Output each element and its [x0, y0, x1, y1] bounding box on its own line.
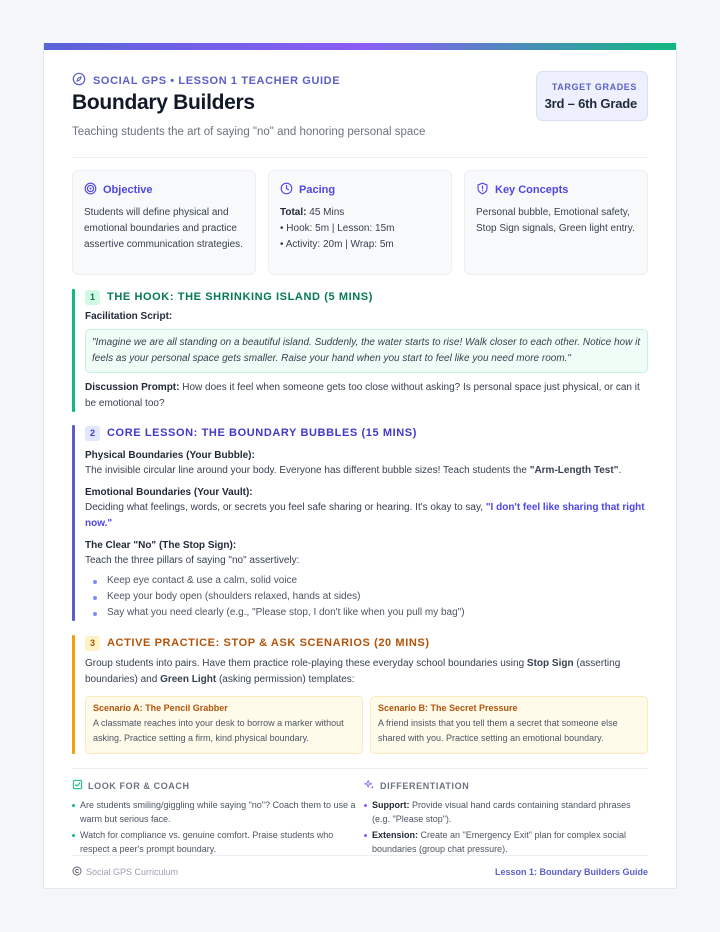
physical-text-end: .: [618, 465, 622, 476]
section-accent-bar: [72, 425, 75, 621]
intro-part: (asserting boundaries) and: [85, 658, 621, 685]
emotional-text: [85, 500, 648, 532]
support-label: Support:: [372, 800, 410, 810]
practice-intro: [85, 656, 648, 688]
kicker-text: SOCIAL GPS • LESSON 1 TEACHER GUIDE: [93, 74, 341, 87]
pacing-card: [268, 170, 452, 275]
pacing-line-2: • Activity: 20m | Wrap: 5m: [280, 239, 394, 250]
objective-card: [72, 170, 256, 275]
page-header: [72, 50, 648, 144]
coach-heading: LOOK FOR & COACH: [88, 780, 190, 791]
physical-text-body: The invisible circular line around your body. Everyone has different bubble sizes! Teach students the: [85, 465, 530, 476]
objective-body: Students will define physical and emotional boundaries and practice assertive communication strategies.: [84, 207, 243, 250]
page-title: Boundary Builders: [72, 91, 255, 114]
header-kicker: [72, 72, 340, 89]
section-number: 1: [85, 290, 100, 305]
physical-label: Physical Boundaries (Your Bubble):: [85, 450, 255, 461]
coach-column: [72, 779, 356, 858]
list-item: Say what you need clearly (e.g., "Please stop, I don't like when you pull my bag"): [93, 605, 648, 621]
physical-text: [85, 463, 648, 479]
practice-heading: ACTIVE PRACTICE: STOP & ASK SCENARIOS (20 MINS): [107, 637, 430, 649]
lesson-guide-page: [43, 43, 677, 889]
intro-part: Group students into pairs. Have them practice role-playing these everyday school boundaries using: [85, 658, 527, 669]
sparkles-icon: [364, 779, 375, 792]
list-item: [364, 828, 648, 856]
pacing-title: Pacing: [299, 184, 336, 196]
practice-section: [72, 635, 648, 754]
pacing-body: [280, 205, 440, 253]
key-concepts-body: Personal bubble, Emotional safety, Stop Sign signals, Green light entry.: [476, 207, 635, 234]
bottom-columns: [72, 768, 648, 858]
page-footer: [72, 855, 648, 878]
green-light-term: Green Light: [160, 674, 217, 685]
list-item: Keep eye contact & use a calm, solid voice: [93, 573, 648, 589]
scenario-b-card: [370, 696, 648, 754]
script-label: Facilitation Script:: [85, 311, 173, 322]
scenario-b-title: Scenario B: The Secret Pressure: [378, 703, 518, 713]
arm-length-test: "Arm-Length Test": [529, 465, 619, 476]
hook-section: [72, 289, 648, 412]
emotional-text-body: Deciding what feelings, words, or secrets you feel safe sharing or hearing. It's okay to say,: [85, 502, 486, 513]
pillars-list: [85, 573, 648, 621]
differentiation-column: [364, 779, 648, 858]
scenario-b-text: A friend insists that you tell them a secret that someone else shared with you. Practice setting an emotional boundary.: [378, 718, 618, 743]
copyright-icon: [72, 866, 82, 878]
stop-sign-text: Teach the three pillars of saying "no" assertively:: [85, 555, 300, 566]
scenario-a-card: [85, 696, 363, 754]
footer-left-text: Social GPS Curriculum: [86, 867, 179, 877]
extension-label: Extension:: [372, 830, 419, 840]
footer-right-text: Lesson 1: Boundary Builders Guide: [494, 867, 648, 877]
gradient-top-bar: [44, 43, 676, 50]
list-item: Keep your body open (shoulders relaxed, hands at sides): [93, 589, 648, 605]
key-concepts-title: Key Concepts: [495, 184, 569, 196]
facilitation-quote: "Imagine we are all standing on a beautiful island. Suddenly, the water starts to rise! Walk closer to each other. Notice how it feels as your personal space gets smaller. Raise your hand when you start to feel like you need more room.": [85, 329, 648, 373]
pacing-total-label: Total:: [280, 207, 307, 218]
core-heading: CORE LESSON: THE BOUNDARY BUBBLES (15 MINS): [107, 427, 417, 439]
grade-value: 3rd – 6th Grade: [544, 96, 637, 111]
header-divider: [72, 157, 648, 158]
section-number: 3: [85, 636, 100, 651]
list-item: Are students smiling/giggling while saying "no"? Coach them to use a warm but serious face.: [72, 798, 356, 826]
scenario-a-text: A classmate reaches into your desk to borrow a marker without asking. Practice setting a firm, kind physical boundary.: [93, 718, 344, 743]
intro-part: (asking permission) templates:: [216, 674, 355, 685]
target-grades-badge: [536, 71, 648, 121]
pacing-total-value: 45 Mins: [306, 207, 345, 218]
checkbox-icon: [72, 779, 83, 792]
key-concepts-card: [464, 170, 648, 275]
pacing-line-1: • Hook: 5m | Lesson: 15m: [280, 223, 395, 234]
support-text: Provide visual hand cards containing standard phrases (e.g. "Please stop").: [372, 800, 631, 824]
grade-label: TARGET GRADES: [551, 82, 637, 92]
section-number: 2: [85, 426, 100, 441]
emotional-highlight: "I don't feel like sharing that right now.": [85, 502, 645, 529]
summary-cards: [72, 170, 648, 275]
scenario-a-title: Scenario A: The Pencil Grabber: [93, 703, 228, 713]
extension-text: Create an "Emergency Exit" plan for complex social boundaries (group chat pressure).: [372, 830, 626, 854]
scenario-cards: [85, 696, 648, 754]
hook-heading: THE HOOK: THE SHRINKING ISLAND (5 MINS): [107, 291, 374, 303]
stop-sign-label: The Clear "No" (The Stop Sign):: [85, 540, 237, 551]
list-item: [364, 798, 648, 826]
emotional-label: Emotional Boundaries (Your Vault):: [85, 487, 253, 498]
objective-title: Objective: [103, 184, 153, 196]
stop-sign-term: Stop Sign: [526, 658, 574, 669]
clock-icon: [280, 182, 293, 198]
shield-icon: [476, 182, 489, 198]
page-subtitle: Teaching students the art of saying "no" and honoring personal space: [72, 126, 426, 138]
discussion-prompt: [85, 380, 648, 412]
compass-icon: [72, 72, 86, 89]
differentiation-heading: DIFFERENTIATION: [380, 780, 470, 791]
target-icon: [84, 182, 97, 198]
section-accent-bar: [72, 635, 75, 754]
discussion-prompt-label: Discussion Prompt:: [85, 382, 180, 393]
section-accent-bar: [72, 289, 75, 412]
discussion-prompt-text: How does it feel when someone gets too close without asking? Is personal space just physical, or can it be emotional too?: [85, 382, 640, 409]
list-item: Watch for compliance vs. genuine comfort. Praise students who respect a peer's prompt boundary.: [72, 828, 356, 856]
core-lesson-section: [72, 425, 648, 621]
